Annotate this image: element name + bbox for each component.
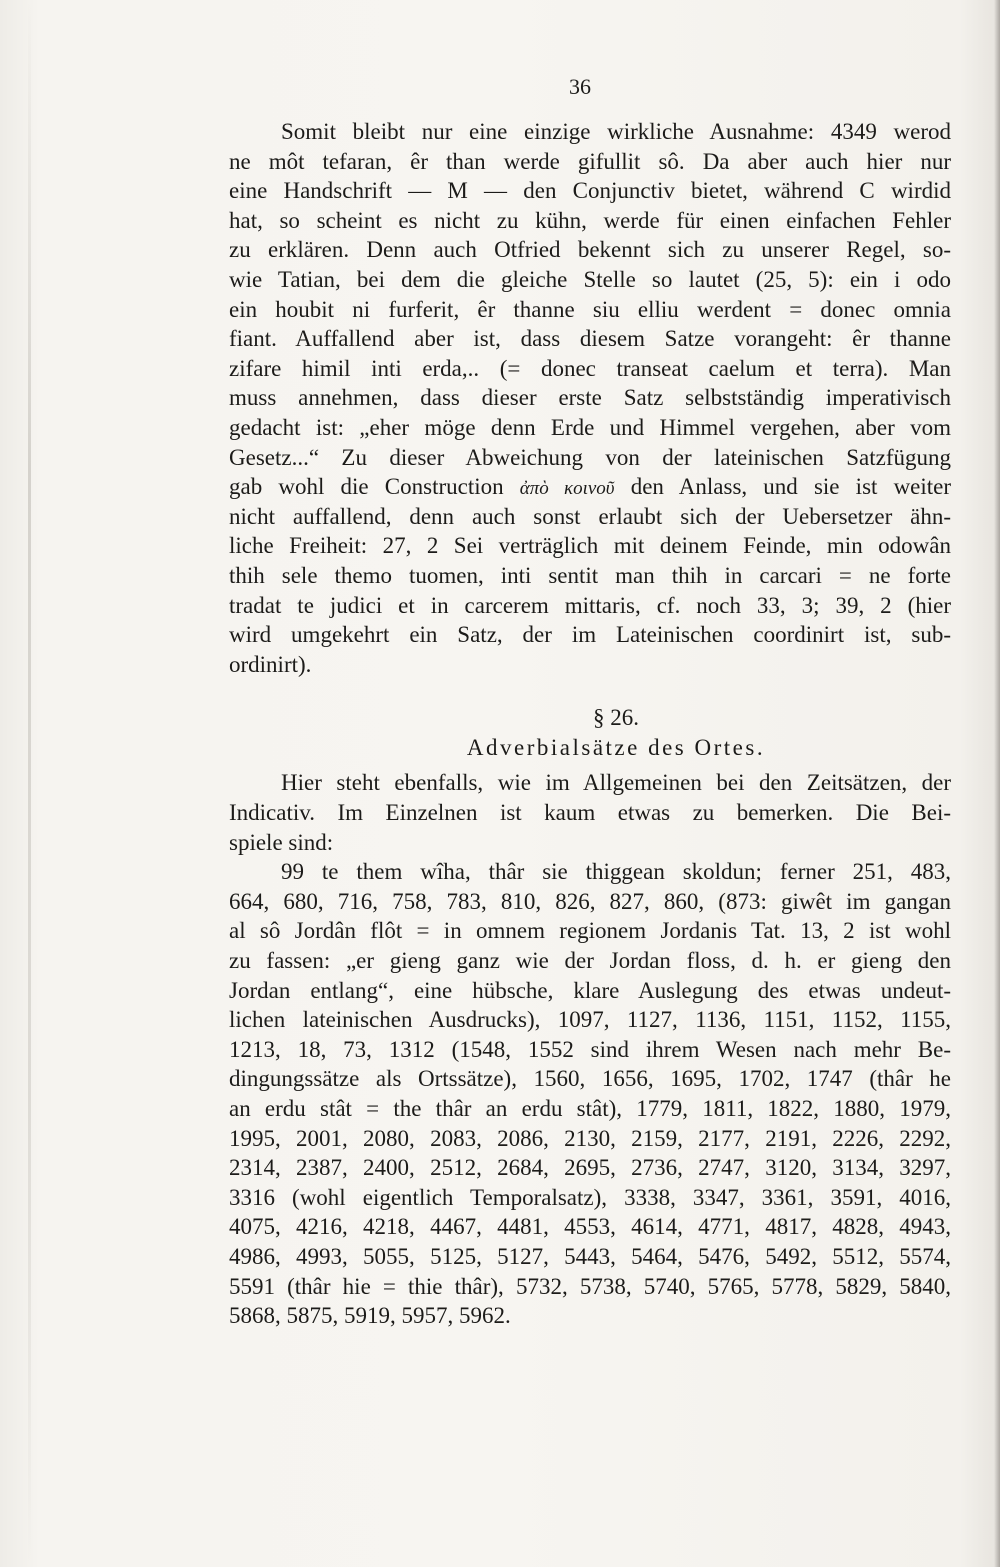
page-number: 36: [569, 74, 591, 99]
text-line: wird umgekehrt ein Satz, der im Lateinischen coordinirt ist, sub-: [229, 622, 951, 648]
text-line: 4075, 4216, 4218, 4467, 4481, 4553, 4614, 4771, 4817, 4828, 4943,: [229, 1214, 951, 1240]
text-line: gedacht ist: „eher möge denn Erde und Himmel vergehen, aber vom: [229, 414, 951, 440]
paragraph-1: [229, 117, 951, 472]
text-line: 2314, 2387, 2400, 2512, 2684, 2695, 2736, 2747, 3120, 3134, 3297,: [229, 1155, 951, 1181]
text-line: hat, so scheint es nicht zu kühn, werde für einen einfachen Fehler: [229, 207, 951, 233]
page-gutter-shadow: [28, 0, 31, 1567]
text-line: Gesetz...“ Zu dieser Abweichung von der lateinischen Satzfügung: [229, 444, 951, 470]
text-line: ordinirt).: [229, 651, 312, 677]
greek-phrase: ἀπὸ κοινοῦ: [519, 478, 615, 500]
text-line: al sô Jordân flôt = in omnem regionem Jordanis Tat. 13, 2 ist wohl: [229, 918, 951, 944]
text-line: 4986, 4993, 5055, 5125, 5127, 5443, 5464, 5476, 5492, 5512, 5574,: [229, 1243, 951, 1269]
text-line: 5868, 5875, 5919, 5957, 5962.: [229, 1303, 511, 1329]
text-line: liche Freiheit: 27, 2 Sei verträglich mit deinem Feinde, min odowân: [229, 533, 951, 559]
text-line: tradat te judici et in carcerem mittaris, cf. noch 33, 3; 39, 2 (hier: [229, 592, 951, 618]
text-line: lichen lateinischen Ausdrucks), 1097, 1127, 1136, 1151, 1152, 1155,: [229, 1007, 951, 1033]
text-line: 664, 680, 716, 758, 783, 810, 826, 827, 860, (873: giwêt im gangan: [229, 888, 951, 914]
text-line: thih sele themo tuomen, inti sentit man thih in carcari = ne forte: [229, 562, 951, 588]
text-line: nicht auffallend, denn auch sonst erlaubt sich der Uebersetzer ähn-: [229, 503, 951, 529]
page-edge-shadow: [994, 0, 1000, 1567]
text-line: Indicativ. Im Einzelnen ist kaum etwas zu bemerken. Die Bei-: [229, 800, 951, 826]
text-line: zifare himil inti erda,.. (= donec transeat caelum et terra). Man: [229, 355, 951, 381]
paragraph-2: [229, 768, 951, 827]
text-line: zu fassen: „er gieng ganz wie der Jordan floss, d. h. er gieng den: [229, 948, 951, 974]
text-line: Jordan entlang“, eine hübsche, klare Auslegung des etwas undeut-: [229, 977, 951, 1003]
text-line: gab wohl die Construction ἀπὸ κοινοῦ den Anlass, und sie ist weiter: [229, 474, 952, 500]
paragraph-3: [229, 857, 951, 1301]
text-line: spiele sind:: [229, 829, 334, 855]
text-line: an erdu stât = the thâr an erdu stât), 1779, 1811, 1822, 1880, 1979,: [229, 1096, 951, 1121]
section-heading: Adverbialsätze des Ortes.: [466, 734, 766, 760]
text-line: eine Handschrift — M — den Conjunctiv bietet, während C wirdid: [229, 178, 951, 204]
text-line: 1995, 2001, 2080, 2083, 2086, 2130, 2159, 2177, 2191, 2226, 2292,: [229, 1125, 951, 1151]
text-line: 1213, 18, 73, 1312 (1548, 1552 sind ihrem Wesen nach mehr Be-: [229, 1036, 951, 1062]
section-number: § 26.: [593, 705, 639, 731]
text-line: muss annehmen, dass dieser erste Satz selbstständig imperativisch: [229, 385, 951, 411]
text-line: Somit bleibt nur eine einzige wirkliche Ausnahme: 4349 werod: [281, 119, 951, 144]
text-line: wie Tatian, bei dem die gleiche Stelle so lautet (25, 5): ein i odo: [229, 266, 951, 292]
body-text: [229, 117, 951, 1331]
text-line: Hier steht ebenfalls, wie im Allgemeinen bei den Zeitsätzen, der: [281, 770, 951, 796]
text-line: 3316 (wohl eigentlich Temporalsatz), 3338, 3347, 3361, 3591, 4016,: [229, 1184, 951, 1210]
paragraph-1-continued: [229, 502, 951, 650]
text-line: fiant. Auffallend aber ist, dass diesem Satze vorangeht: êr thanne: [229, 326, 951, 352]
text-line: ne môt tefaran, êr than werde gifullit sô. Da aber auch hier nur: [229, 148, 951, 174]
text-line: ein houbit ni furferit, êr thanne siu elliu werdent = donec omnia: [229, 296, 951, 322]
text-line: dingungssätze als Ortssätze), 1560, 1656, 1695, 1702, 1747 (thâr he: [229, 1066, 951, 1092]
text-line: zu erklären. Denn auch Otfried bekennt sich zu unserer Regel, so-: [229, 237, 951, 263]
text-line: 99 te them wîha, thâr sie thiggean skoldun; ferner 251, 483,: [281, 859, 951, 885]
text-line: 5591 (thâr hie = thie thâr), 5732, 5738, 5740, 5765, 5778, 5829, 5840,: [229, 1273, 951, 1299]
